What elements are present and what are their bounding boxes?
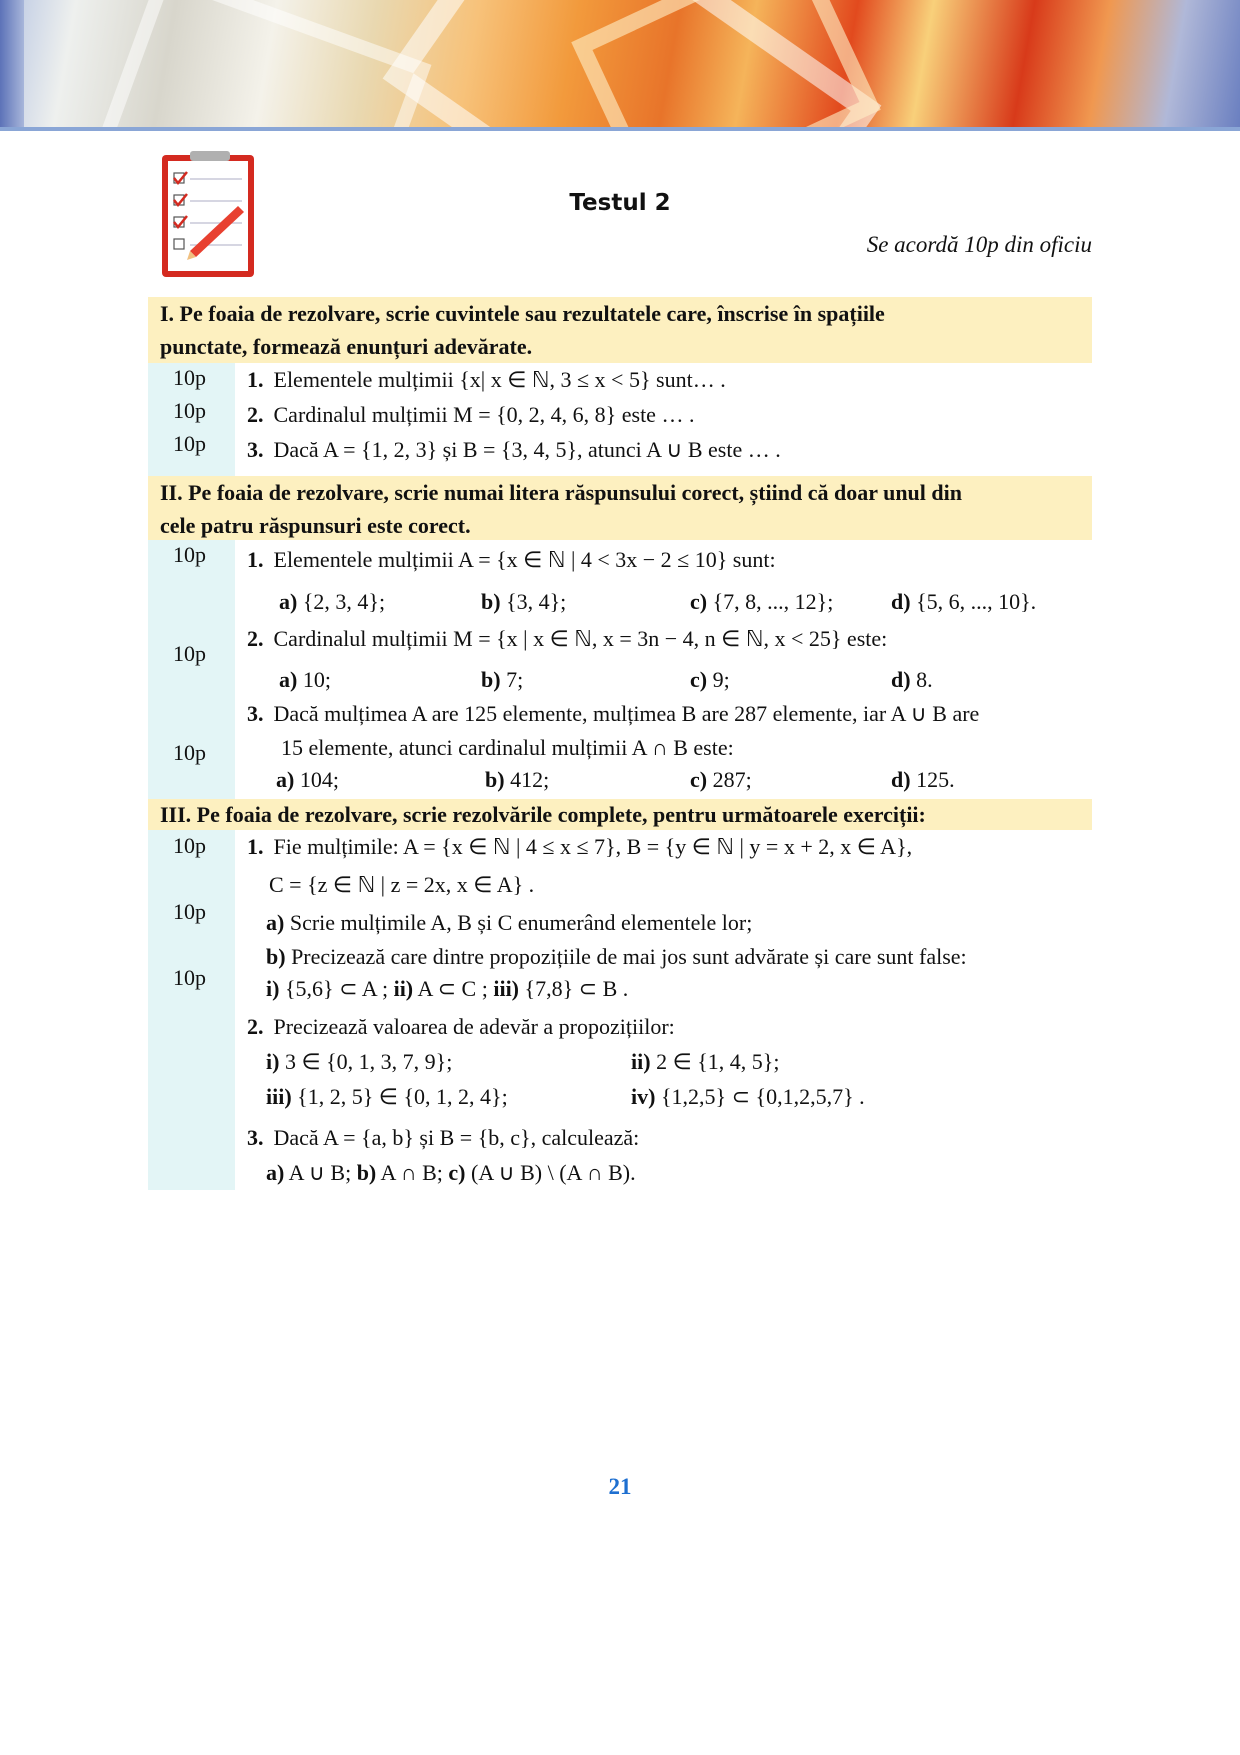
- proposition-text: {5,6} ⊂ A ;: [284, 976, 389, 1001]
- item-number: 2.: [247, 1014, 264, 1039]
- answer-option: [276, 767, 339, 793]
- proposition-label: ii): [631, 1049, 651, 1074]
- banner-edge: [0, 0, 24, 127]
- proposition: [631, 1049, 779, 1075]
- item-text: Elementele mulțimii {x| x ∈ ℕ, 3 ≤ x < 5} sunt… .: [273, 367, 726, 392]
- subtask-letter: b): [266, 944, 286, 969]
- option-value: {2, 3, 4};: [302, 589, 386, 614]
- item-text-continued: 15 elemente, atunci cardinalul mulțimii A ∩ B este:: [281, 735, 734, 760]
- section-3-heading: III. Pe foaia de rezolvare, scrie rezolvările complete, pentru următoarele exerciții:: [148, 799, 1092, 830]
- points-label: 10p: [173, 542, 206, 567]
- exercise-item: [247, 834, 912, 860]
- banner-shape: [97, 0, 432, 127]
- item-text-continued: C = {z ∈ ℕ | z = 2x, x ∈ A} .: [269, 872, 535, 897]
- option-value: 287;: [712, 767, 752, 792]
- item-number: 3.: [247, 437, 264, 462]
- item-number: 3.: [247, 701, 264, 726]
- option-value: 412;: [510, 767, 550, 792]
- subtask-text: Precizează care dintre propozițiile de mai jos sunt advărate și care sunt false:: [291, 944, 967, 969]
- proposition-text: {1,2,5} ⊂ {0,1,2,5,7} .: [660, 1084, 865, 1109]
- item-number: 2.: [247, 402, 264, 427]
- answer-option: [485, 767, 549, 793]
- proposition-label: iv): [631, 1084, 656, 1109]
- points-label: 10p: [173, 641, 206, 666]
- option-letter: b): [481, 589, 501, 614]
- proposition-text: 2 ∈ {1, 4, 5};: [656, 1049, 780, 1074]
- answer-option: [690, 667, 730, 693]
- subtask-letter: c): [448, 1160, 466, 1185]
- item-text: Cardinalul mulțimii M = {x | x ∈ ℕ, x = 3n − 4, n ∈ ℕ, x < 25} este:: [273, 626, 888, 651]
- answer-option: [279, 589, 385, 615]
- option-value: 9;: [712, 667, 730, 692]
- item-text: Dacă mulțimea A are 125 elemente, mulțimea B are 287 elemente, iar A ∪ B are: [273, 701, 980, 726]
- option-letter: d): [891, 767, 911, 792]
- proposition-list: [266, 976, 628, 1002]
- option-letter: a): [279, 589, 298, 614]
- option-letter: b): [481, 667, 501, 692]
- proposition-label: ii): [393, 976, 414, 1001]
- item-number: 1.: [247, 367, 264, 392]
- subtask: [266, 944, 967, 970]
- section-heading-line: cele patru răspunsuri este corect.: [160, 513, 471, 538]
- subtask-text: A ∩ B;: [380, 1160, 443, 1185]
- answer-option: [690, 589, 833, 615]
- exercise-item: [247, 1125, 639, 1151]
- proposition-label: iii): [266, 1084, 292, 1109]
- exercise-item: [247, 402, 694, 428]
- proposition-text: {7,8} ⊂ B .: [524, 976, 629, 1001]
- page-number: 21: [608, 1474, 632, 1499]
- proposition: [631, 1084, 865, 1110]
- section-2-heading: [148, 476, 1092, 540]
- subtask-text: (A ∪ B) \ (A ∩ B).: [471, 1160, 636, 1185]
- proposition: [266, 1049, 452, 1075]
- option-letter: c): [690, 589, 708, 614]
- answer-option: [279, 667, 331, 693]
- points-label: 10p: [173, 965, 206, 990]
- option-value: {5, 6, ..., 10}.: [916, 589, 1037, 614]
- points-label: 10p: [173, 740, 206, 765]
- option-value: 125.: [916, 767, 955, 792]
- option-value: {3, 4};: [506, 589, 567, 614]
- item-text: Dacă A = {1, 2, 3} și B = {3, 4, 5}, atunci A ∪ B este … .: [273, 437, 781, 462]
- subtask-letter: b): [356, 1160, 377, 1185]
- exercise-item: [247, 1014, 675, 1040]
- subtask-letter: a): [266, 910, 285, 935]
- exercise-item: [247, 367, 726, 393]
- item-number: 2.: [247, 626, 264, 651]
- item-text: Precizează valoarea de adevăr a propozițiilor:: [273, 1014, 675, 1039]
- option-letter: d): [891, 667, 911, 692]
- item-number: 3.: [247, 1125, 264, 1150]
- option-value: 7;: [506, 667, 524, 692]
- exercise-item: [247, 626, 887, 652]
- points-label: 10p: [173, 398, 206, 423]
- item-text: Elementele mulțimii A = {x ∈ ℕ | 4 < 3x − 2 ≤ 10} sunt:: [273, 547, 776, 572]
- points-column: [148, 830, 235, 1190]
- exercise-item: [247, 437, 781, 463]
- header-rule: [0, 127, 1240, 131]
- subtask: [266, 910, 752, 936]
- item-text: Cardinalul mulțimii M = {0, 2, 4, 6, 8} este … .: [273, 402, 695, 427]
- header-banner: [0, 0, 1240, 127]
- bonus-points-note: Se acordă 10p din oficiu: [866, 232, 1092, 257]
- answer-option: [481, 667, 523, 693]
- proposition-label: iii): [493, 976, 520, 1001]
- item-text: Dacă A = {a, b} și B = {b, c}, calculează:: [273, 1125, 640, 1150]
- section-heading-line: II. Pe foaia de rezolvare, scrie numai litera răspunsului corect, știind că doar unul din: [160, 480, 962, 505]
- points-label: 10p: [173, 365, 206, 390]
- option-letter: c): [690, 767, 708, 792]
- answer-option: [891, 767, 955, 793]
- page-title: Testul 2: [569, 190, 671, 216]
- option-letter: a): [279, 667, 298, 692]
- option-value: {7, 8, ..., 12};: [712, 589, 834, 614]
- proposition-label: i): [266, 976, 280, 1001]
- points-label: 10p: [173, 431, 206, 456]
- proposition-text: A ⊂ C ;: [417, 976, 488, 1001]
- option-letter: c): [690, 667, 708, 692]
- proposition-text: 3 ∈ {0, 1, 3, 7, 9};: [284, 1049, 453, 1074]
- option-letter: d): [891, 589, 911, 614]
- option-value: 8.: [916, 667, 933, 692]
- section-heading-line: punctate, formează enunțuri adevărate.: [160, 334, 533, 359]
- item-text: Fie mulțimile: A = {x ∈ ℕ | 4 ≤ x ≤ 7}, B = {y ∈ ℕ | y = x + 2, x ∈ A},: [273, 834, 913, 859]
- points-label: 10p: [173, 899, 206, 924]
- exercise-item: [247, 701, 979, 727]
- section-1-heading: [148, 297, 1092, 363]
- answer-option: [891, 589, 1036, 615]
- subtask-text: A ∪ B;: [288, 1160, 352, 1185]
- clipboard-checklist-icon: [160, 151, 263, 282]
- answer-option: [690, 767, 752, 793]
- proposition-text: {1, 2, 5} ∈ {0, 1, 2, 4};: [297, 1084, 508, 1109]
- item-number: 1.: [247, 547, 264, 572]
- answer-option: [891, 667, 933, 693]
- subtask-text: Scrie mulțimile A, B și C enumerând elementele lor;: [289, 910, 753, 935]
- option-value: 104;: [299, 767, 339, 792]
- points-label: 10p: [173, 833, 206, 858]
- option-letter: b): [485, 767, 505, 792]
- subtask-letter: a): [266, 1160, 285, 1185]
- answer-option: [481, 589, 566, 615]
- proposition: [266, 1084, 508, 1110]
- option-value: 10;: [302, 667, 331, 692]
- subtask-list: [266, 1160, 636, 1186]
- section-heading-line: I. Pe foaia de rezolvare, scrie cuvintele sau rezultatele care, înscrise în spațiile: [160, 301, 885, 326]
- option-letter: a): [276, 767, 295, 792]
- exercise-item: [247, 547, 776, 573]
- item-number: 1.: [247, 834, 264, 859]
- proposition-label: i): [266, 1049, 280, 1074]
